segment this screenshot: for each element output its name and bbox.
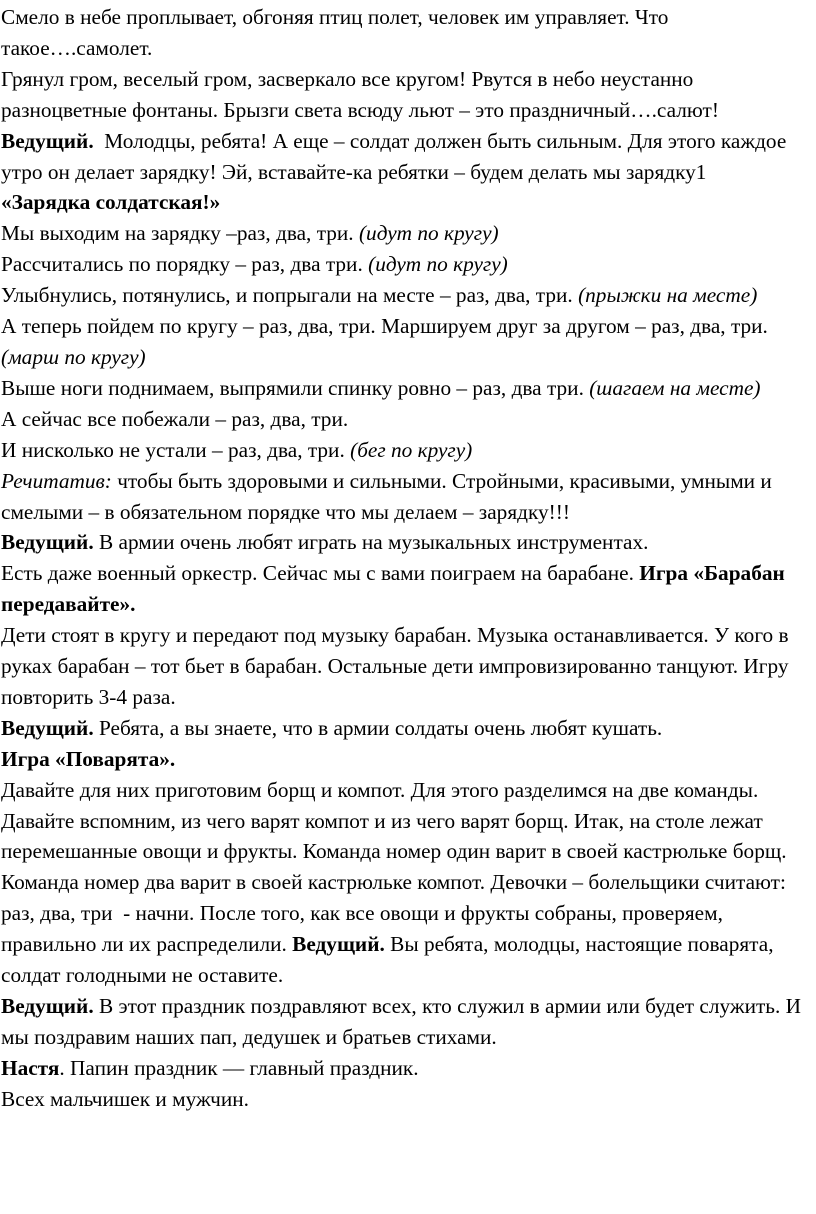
text-run: В этот праздник поздравляют всех, кто служил в армии или будет служить. И мы поздравим наших пап, дедушек и братьев стихами.: [1, 994, 802, 1049]
section-heading: [1, 187, 810, 218]
paragraph: [1, 991, 810, 1053]
paragraph: [1, 249, 810, 280]
stage-direction: (идут по кругу): [368, 252, 508, 277]
paragraph: [1, 64, 810, 126]
text-run: И нисколько не устали – раз, два, три.: [1, 437, 351, 462]
stage-direction: (прыжки на месте): [578, 283, 758, 308]
paragraph: [1, 218, 810, 249]
heading-text: «Зарядка солдатская!»: [1, 190, 221, 215]
text-run: чтобы быть здоровыми и сильными. Стройными, красивыми, умными и смелыми – в обязательном порядке что мы делаем – зарядку!!!: [1, 468, 772, 524]
stage-direction: (марш по кругу): [1, 344, 146, 369]
text-run: В армии очень любят играть на музыкальных инструментах.: [93, 530, 649, 555]
speaker-label: Ведущий.: [1, 994, 94, 1018]
paragraph: [1, 620, 810, 713]
text-run: Ребята, а вы знаете, что в армии солдаты очень любят кушать.: [93, 715, 663, 740]
speaker-label: Ведущий.: [1, 530, 94, 555]
paragraph: [1, 466, 810, 528]
text-run: Всех мальчишек и мужчин.: [1, 1086, 249, 1111]
text-run: А сейчас все побежали – раз, два, три.: [1, 406, 349, 431]
text-run: Выше ноги поднимаем, выпрямили спинку ровно – раз, два три.: [1, 375, 590, 400]
text-run: Молодцы, ребята! А еще – солдат должен быть сильным. Для этого каждое утро он делает зарядку! Эй, вставайте-ка ребятки – будем делать мы зарядку1: [1, 128, 792, 184]
paragraph: [1, 373, 810, 404]
text-run: Рассчитались по порядку – раз, два три.: [1, 252, 369, 277]
text-run: Смело в небе проплывает, обгоняя птиц полет, человек им управляет. Что такое….самолет.: [1, 5, 669, 60]
text-run: Есть даже военный оркестр. Сейчас мы с вами поиграем на барабане.: [1, 561, 640, 586]
text-run: Давайте для них приготовим борщ и компот. Для этого разделимся на две команды. Давайте вспомним, из чего варят компот и из чего варят борщ. Итак, на столе лежат перемешанные овощи и фрукты. Команда номер один варит в своей кастрюльке борщ. Команда номер два варит в своей кастрюльке компот. Девочки – болельщики считают: раз, два, три - начни. После того, как все овощи и фрукты собраны, проверяем, правильно ли их распределили.: [1, 777, 792, 957]
paragraph: [1, 126, 810, 188]
text-run: Мы выходим на зарядку –раз, два, три.: [1, 221, 359, 246]
stage-direction: (шагаем на месте): [589, 375, 761, 400]
game-title: Игра «Барабан передавайте».: [1, 561, 785, 617]
paragraph: [1, 1053, 810, 1084]
stage-direction: (бег по кругу): [350, 437, 473, 462]
speaker-label: Настя: [1, 1055, 60, 1080]
section-heading: [1, 744, 810, 775]
paragraph: [1, 775, 810, 991]
text-run: Улыбнулись, потянулись, и попрыгали на месте – раз, два, три.: [1, 283, 579, 308]
document-body: [1, 2, 810, 1115]
paragraph: [1, 311, 810, 373]
text-run: А теперь пойдем по кругу – раз, два, три. Маршируем друг за другом – раз, два, три.: [1, 314, 768, 339]
text-run: . Папин праздник — главный праздник.: [59, 1055, 419, 1080]
paragraph: [1, 713, 810, 744]
text-run: Вы ребята, молодцы, настоящие поварята, солдат голодными не оставите.: [1, 932, 774, 988]
speaker-label: Ведущий.: [1, 715, 94, 740]
paragraph: [1, 280, 810, 311]
stage-direction: (идут по кругу): [358, 221, 499, 246]
speaker-label: Ведущий.: [292, 932, 385, 957]
paragraph: [1, 527, 810, 558]
speaker-label: Ведущий.: [1, 128, 94, 153]
paragraph: [1, 558, 810, 620]
game-title: Игра «Поварята».: [1, 746, 176, 771]
text-run: Грянул гром, веселый гром, засверкало все кругом! Рвутся в небо неустанно разноцветные фонтаны. Брызги света всюду льют – это праздничный….салют!: [1, 66, 719, 122]
paragraph: [1, 404, 810, 435]
paragraph: [1, 2, 810, 64]
paragraph: [1, 1084, 810, 1115]
recitative-label: Речитатив:: [1, 468, 112, 493]
text-run: Дети стоят в кругу и передают под музыку барабан. Музыка останавливается. У кого в руках барабан – тот бьет в барабан. Остальные дети импровизированно танцуют. Игру повторить 3-4 раза.: [1, 623, 789, 709]
paragraph: [1, 435, 810, 466]
